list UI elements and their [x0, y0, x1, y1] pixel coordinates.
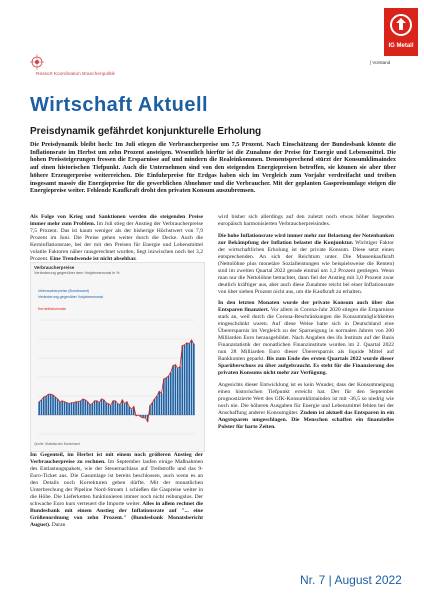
chart-bar: [41, 400, 43, 415]
chart-bar: [98, 403, 100, 415]
chart-bar: [59, 402, 61, 415]
chart-bar: [193, 344, 195, 415]
chart-bar: [103, 400, 105, 415]
chart-bar: [158, 391, 160, 415]
issue-footer: Nr. 7 | August 2022: [300, 573, 402, 587]
chart-bar: [181, 346, 183, 415]
column-right: [218, 214, 394, 436]
page-title: Wirtschaft Aktuell: [30, 94, 209, 116]
chart-bar: [78, 402, 80, 415]
chart-bar: [115, 401, 117, 415]
chart-bar: [177, 368, 179, 415]
bold-text: Im Gegenteil, im Herbst ist mit einem noch größeren Anstieg der Verbraucherpreise zu rechnen.: [30, 452, 203, 465]
chart-subtitle: Veränderung gegenüber dem Vorjahresmonat in %: [34, 271, 120, 275]
chart-bar: [38, 402, 40, 415]
chart-bar: [64, 402, 66, 415]
bold-text: Die hohe Inflationsrate wird immer mehr zur Belastung der Notenbanken zur Bekämpfung der Inflation belastet die Konjunktur.: [218, 232, 394, 246]
paragraph: [218, 233, 394, 296]
paragraph: [30, 214, 203, 263]
body-text: Im September laufen einige Maßnahmen des Entlastungspakets, wie der Steuernachlass auf Treibstoffe und das 9-Euro-Ticket aus. Die Gasumlage ist bereits beschlossen, auch wenn es an den Details noch Korrekturen geben dürfte. Mit der monatlichen Unterbrechung der Pipeline Nord-Stream 1 schießen die Gaspreise weiter in die Höhe. Die Lieferketten funktionieren immer noch nicht reibungslos. Der schwache Euro kurs verteuert die Importe weiter.: [30, 458, 203, 507]
chart-source: Quelle: Statistisches Bundesamt: [34, 442, 80, 446]
chart-bar: [61, 401, 63, 415]
body-text: Angesichts dieser Entwicklung ist es kein Wunder, dass der Konsumneigung einen historischen Tiefpunkt erreicht hat. Der für den September prognostizierte Wert des GfK-Konsumklimaindex ist mit -36,5 so niedrig wie noch nie. Die höheren Ausgaben für Energie und Lebensmittel fehlen bei der Anschaffung anderer Konsumgüter.: [218, 381, 394, 416]
chart-bar: [48, 394, 50, 415]
chart-bar: [66, 403, 68, 415]
org-name: Ressort Koordination Branchenpolitik: [36, 72, 115, 77]
ressort-icon: [30, 53, 44, 71]
chart-bar: [71, 403, 73, 415]
chart-bar: [50, 394, 52, 415]
chart-bar: [184, 345, 186, 415]
paragraph: [218, 382, 394, 431]
chart-bar: [170, 372, 172, 415]
chart-bar: [168, 376, 170, 415]
chart-bar: [161, 393, 163, 415]
chart-bar: [94, 401, 96, 415]
chart-bar: [52, 395, 54, 415]
chart-bar: [75, 402, 77, 415]
chart-bar: [188, 344, 190, 415]
chart-bar: [68, 404, 70, 415]
bold-text: Eine Trendwende ist nicht absehbar.: [48, 255, 137, 262]
chart-bar: [87, 402, 89, 415]
chart-bar: [80, 401, 82, 415]
paragraph: [218, 300, 394, 376]
bold-text: Zudem ist aktuell das Entsparen in ein Angstsparen umgeschlagen. Die Menschen schaffen ein finanzielles Polster für harte Zeiten.: [218, 409, 394, 430]
chart-bar: [124, 404, 126, 415]
chart-bar: [154, 399, 156, 415]
inflation-chart: [34, 316, 199, 440]
body-text: Vor allem in Corona-Jahr 2020 stiegen die Ersparnisse stark an, weil durch die Corona-Beschränkungen die Konsummöglichkeiten eingeschränkt waren. Auf diese Weise hatte sich in Deutschland eine Überersparnis im Vergleich zu der Sparneigung in normalen Jahren von 200 Milliarden Euro herausgebildet. Nach Angaben des ifo Instituts auf der Basis Finanzstatistik der monatlichen Finanzinstitute wurden im 2. Quartal 2022 nun 28 Milliarden Euro dieser Überersparnis als liquide Mittel auf Bankkonten geparkt.: [218, 307, 394, 363]
chart-bar: [89, 405, 91, 415]
bold-text: Als Folge von Krieg und Sanktionen werden die steigenden Preise immer mehr zum Problem.: [30, 214, 203, 227]
body-text: Daran: [50, 521, 66, 528]
chart-bar: [45, 396, 47, 415]
chart-bar: [57, 399, 59, 415]
ig-metall-logo: [384, 8, 418, 56]
chart-legend-item: Veränderung gegenüber Vorjahresmonat: [38, 295, 103, 299]
chart-bar: [110, 406, 112, 416]
body-text: Im Juli stieg der Anstieg der Verbraucherpreise 7,5 Prozent. Das ist kaum weniger als der bisherige Höchstwert von 7,9 Prozent im Juni. Die Preise gehen weiter durch die Decke. Auch die Kerninflationsrate, bei der mit den Preisen für Energie und Lebensmittel volatile Faktoren näher rausgerechnet wurden, liegt inzwischen noch bei 3,2 Prozent.: [30, 220, 203, 262]
chart-bar: [172, 366, 174, 415]
chart-bar: [121, 400, 123, 415]
chart-bar: [82, 399, 84, 415]
chart-bar: [145, 415, 147, 418]
chart-bar: [85, 400, 87, 415]
chart-bar: [156, 396, 158, 415]
chart-bar: [108, 404, 110, 415]
paragraph: [218, 214, 394, 228]
article-subtitle: Preisdynamik gefährdet konjunkturelle Erholung: [30, 126, 262, 137]
chart-bar: [73, 403, 75, 415]
chart-title: Verbraucherpreise: [34, 265, 75, 270]
body-text: wird bisher sich allerdings auf den zuletzt noch etwas höher liegenden europäisch harmonisierten Verbraucherpreisindex.: [218, 214, 394, 227]
bold-text: In den letzten Monaten wurde der private Konsum auch über das Entsparen finanziert.: [218, 300, 394, 314]
chart-bar: [112, 401, 114, 415]
paragraph: [30, 452, 203, 528]
chart-bar: [165, 378, 167, 415]
chart-bar: [101, 399, 103, 415]
chart-bar: [131, 409, 133, 415]
chart-bar: [119, 405, 121, 415]
chart-bar: [43, 397, 45, 415]
lead-paragraph: Die Preisdynamik bleibt hoch: Im Juli stiegen die Verbraucherpreise um 7,5 Prozent. Nach Einschätzung der Bundesbank könnte die Inflationsrate im Herbst um zehn Prozent ansteigen. Wesentlich hierfür ist die Zunahme der Preise für Energie und Lebensmittel. Die hohen Preissteigerungen fressen die Ersparnisse auf und mindern die Realeinkommen. Dementsprechend stürzt der Konsumklimaindex auf einen historischen Tiefpunkt. Auch die Unternehmen sind von den steigenden Energiepreisen betroffen, sie können sie aber über höhere Erzeugerpreise weiterreichen. Die Einfuhrpreise für Erdgas haben sich im Vergleich zum Vorjahr verdreifacht und treiben insgesamt massiv die Energiepreise für die gewerblichen Abnehmer und die Verbraucher. Mit der geplanten Gaspreisumlage steigen die Energiepreise weiter. Fehlende Kaufkraft droht den privaten Konsum auszubremsen.: [30, 141, 396, 195]
chart-legend-item: Verbraucherpreise (Bundesamt): [38, 289, 89, 293]
chart-bar: [186, 343, 188, 415]
vorstand-label: | Vorstand: [370, 60, 391, 65]
chart-bar: [55, 397, 57, 415]
chart-bar: [179, 367, 181, 415]
chart-bar: [105, 403, 107, 415]
chart-legend-item: Kerninflationsrate: [38, 307, 66, 311]
column-left-top: [30, 214, 203, 268]
chart-bar: [191, 340, 193, 415]
chart-bar: [151, 403, 153, 415]
bold-text: Bis zum Ende des ersten Quartals 2022 wurde dieser Sparüberschuss zu über aufgebraucht. Es steht für die Finanzierung des privaten Konsums nicht mehr zur Verfügung.: [218, 356, 394, 377]
column-left-bottom: [30, 452, 203, 533]
chart-bar: [117, 404, 119, 415]
bold-text: Alles in allem rechnet die Bundesbank mit einem Anstieg der Inflationsrate auf "... eine Größenordnung von zehn Prozent." (Bundesbank Monatsbericht August).: [30, 500, 203, 528]
logo-text: IG Metall: [388, 43, 414, 49]
chart-bar: [96, 401, 98, 415]
chart-bar: [175, 365, 177, 415]
chart-bar: [91, 404, 93, 415]
body-text: Wichtiger Faktor der wirtschaftlichen Erholung ist der private Konsum. Diese setzt einen entsprechenden. An sich der Reichtum unter. Die Massenkaufkraft (Nettolöhne plus monetäre Sozialleistungen wie beispielsweise die Renten) sind im zweiten Quartal 2022 gerade einmal um 1,2 Prozent gestiegen. Wenn man nur die Nettolöhne betrachtet, dann fiel der Anstieg mit 3,0 Prozent zwar deutlich kräftiger aus, aber auch diese Zunahme reicht bei einer Inflationsrate von über sieben Prozent nicht aus, um die Kaufkraft zu erhalten.: [218, 239, 394, 295]
